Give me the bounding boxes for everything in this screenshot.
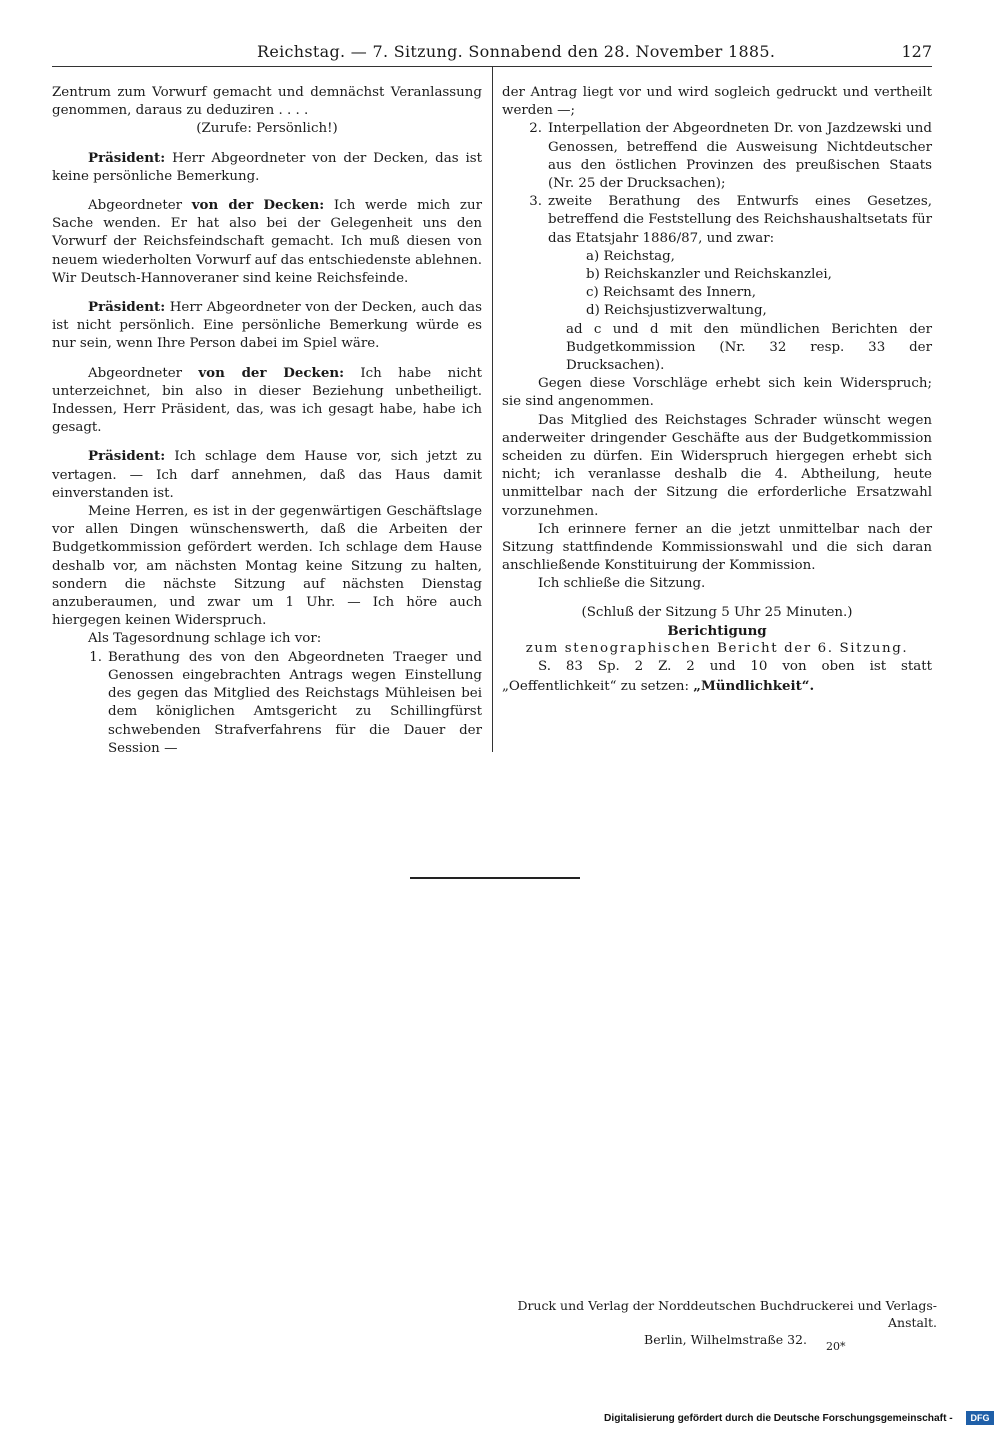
paragraph: Meine Herren, es ist in der gegenwärtigen Geschäftslage vor allen Dingen wünschenswerth, daß die Arbeiten der Budgetkommission gefördert werden. Ich schlage dem Hause deshalb vor, am nächsten Montag keine Sitzung zu halten, sondern die nächste Sitzung auf nächsten Dienstag anzuberaumen, und zwar um 1 Uhr. — Ich höre auch hiergegen keinen Widerspruch. bbox=[52, 504, 482, 629]
budget-subitem: b) Reichskanzler und Reichskanzlei, bbox=[586, 267, 832, 283]
speech-paragraph bbox=[52, 149, 482, 186]
separator-rule bbox=[410, 877, 580, 879]
speech-text: Herr Abgeordneter von der Decken, das ist keine persönliche Bemerkung. bbox=[52, 150, 482, 184]
agenda-item-text: Berathung des von den Abgeordneten Traeger und Genossen eingebrachten Antrags wegen Einstellung des gegen das Mitglied des Reichstags Mühleisen bei dem königlichen Amtsgericht zu Schillingfürst schwebenden Strafverfahrens für die Dauer der Session — bbox=[108, 649, 482, 756]
interjection: (Zurufe: Persönlich!) bbox=[196, 121, 338, 137]
digitization-credit: Digitalisierung gefördert durch die Deutsche Forschungsgemeinschaft - bbox=[604, 1413, 953, 1424]
agenda-list bbox=[502, 120, 932, 375]
agenda-item bbox=[52, 649, 482, 758]
running-title: Reichstag. — 7. Sitzung. Sonnabend den 28. November 1885. bbox=[257, 42, 776, 61]
budget-subitem: a) Reichstag, bbox=[586, 248, 675, 264]
budget-note: ad c und d mit den mündlichen Berichten der Budgetkommission (Nr. 32 resp. 33 der Drucksachen). bbox=[566, 321, 932, 374]
agenda-item-number: 2. bbox=[529, 121, 542, 137]
right-column bbox=[502, 84, 932, 696]
agenda-item-text: Interpellation der Abgeordneten Dr. von Jazdzewski und Genossen, betreffend die Ausweisung Nichtdeutscher aus den östlichen Provinzen des preußischen Staats (Nr. 25 der Drucksachen); bbox=[548, 121, 932, 192]
agenda-item-number: 3. bbox=[529, 194, 542, 210]
speech-paragraph bbox=[52, 447, 482, 503]
speech-text: Ich habe nicht unterzeichnet, bin also in dieser Beziehung unbetheiligt. Indessen, Herr Präsident, das, was ich gesagt habe, habe ich gesagt. bbox=[52, 365, 482, 436]
speech-paragraph bbox=[52, 298, 482, 354]
correction-text-main: S. 83 Sp. 2 Z. 2 und 10 von oben ist statt „Oeffentlichkeit“ zu setzen: bbox=[502, 659, 932, 694]
speaker-label: Präsident: bbox=[88, 149, 166, 166]
speaker-label: von der Decken: bbox=[191, 197, 325, 214]
paragraph: Gegen diese Vorschläge erhebt sich kein Widerspruch; sie sind angenommen. bbox=[502, 376, 932, 410]
imprint bbox=[500, 1297, 937, 1348]
closing-note: (Schluß der Sitzung 5 Uhr 25 Minuten.) bbox=[581, 604, 853, 620]
imprint-address: Berlin, Wilhelmstraße 32. bbox=[644, 1332, 807, 1347]
correction-text bbox=[502, 658, 932, 695]
speaker-label: Präsident: bbox=[88, 448, 166, 465]
page-number: 127 bbox=[901, 42, 932, 61]
speaker-prefix: Abgeordneter bbox=[88, 198, 192, 214]
speaker-prefix: Abgeordneter bbox=[88, 365, 199, 381]
agenda-item-number: 1. bbox=[89, 649, 102, 665]
speech-text: Ich werde mich zur Sache wenden. Er hat also bei der Gelegenheit uns den Vorwurf der Reichsfeindschaft gemacht. Ich muß diesen von neuem wiederholten Vorwurf auf das entschiedenste ablehnen. Wir Deutsch-Hannoveraner sind keine Reichsfeinde. bbox=[52, 198, 482, 286]
speech-text: Ich schlage dem Hause vor, sich jetzt zu vertagen. — Ich darf annehmen, daß das Haus damit einverstanden ist. bbox=[52, 449, 482, 501]
budget-subitem: d) Reichsjustizverwaltung, bbox=[586, 303, 767, 319]
paragraph: der Antrag liegt vor und wird sogleich gedruckt und vertheilt werden —; bbox=[502, 85, 932, 119]
paragraph: Als Tagesordnung schlage ich vor: bbox=[88, 631, 322, 647]
column-divider bbox=[492, 66, 493, 752]
correction-subtitle: zum stenographischen Bericht der 6. Sitzung. bbox=[525, 641, 909, 657]
agenda-item-text: zweite Berathung des Entwurfs eines Gesetzes, betreffend die Feststellung des Reichshaushaltsetats für das Etatsjahr 1886/87, und zwar: bbox=[548, 194, 932, 246]
dfg-logo: DFG bbox=[966, 1411, 994, 1425]
paragraph: Zentrum zum Vorwurf gemacht und demnächst Veranlassung genommen, daraus zu deduziren . . . . bbox=[52, 85, 482, 119]
page-header bbox=[52, 40, 932, 67]
speech-text: Herr Abgeordneter von der Decken, auch das ist nicht persönlich. Eine persönliche Bemerkung würde es nur sein, wenn Ihre Person dabei im Spiel wäre. bbox=[52, 300, 482, 352]
speech-paragraph bbox=[52, 196, 482, 288]
paragraph: Das Mitglied des Reichstages Schrader wünscht wegen anderweiter dringender Geschäfte aus der Budgetkommission scheiden zu dürfen. Ein Widerspruch hiergegen erhebt sich nicht; ich veranlasse deshalb die 4. Abtheilung, heute unmittelbar nach der Sitzung die erforderliche Ersatzwahl vorzunehmen. bbox=[502, 412, 932, 519]
agenda-list bbox=[52, 649, 482, 758]
correction-title: Berichtigung bbox=[667, 622, 767, 639]
left-column bbox=[52, 84, 482, 758]
speech-paragraph bbox=[52, 364, 482, 438]
paragraph: Ich schließe die Sitzung. bbox=[538, 576, 706, 592]
speaker-label: Präsident: bbox=[88, 299, 166, 316]
imprint-publisher: Druck und Verlag der Norddeutschen Buchdruckerei und Verlags-Anstalt. bbox=[517, 1298, 937, 1330]
paragraph: Ich erinnere ferner an die jetzt unmittelbar nach der Sitzung stattfindende Kommissionswahl und die sich daran anschließende Konstituirung der Kommission. bbox=[502, 521, 932, 574]
sheet-signature: 20* bbox=[826, 1340, 846, 1353]
agenda-item bbox=[502, 120, 932, 193]
correction-replacement: „Mündlichkeit“. bbox=[693, 677, 815, 694]
speaker-label: von der Decken: bbox=[198, 364, 345, 381]
budget-subitem: c) Reichsamt des Innern, bbox=[586, 285, 756, 301]
agenda-item bbox=[502, 193, 932, 248]
